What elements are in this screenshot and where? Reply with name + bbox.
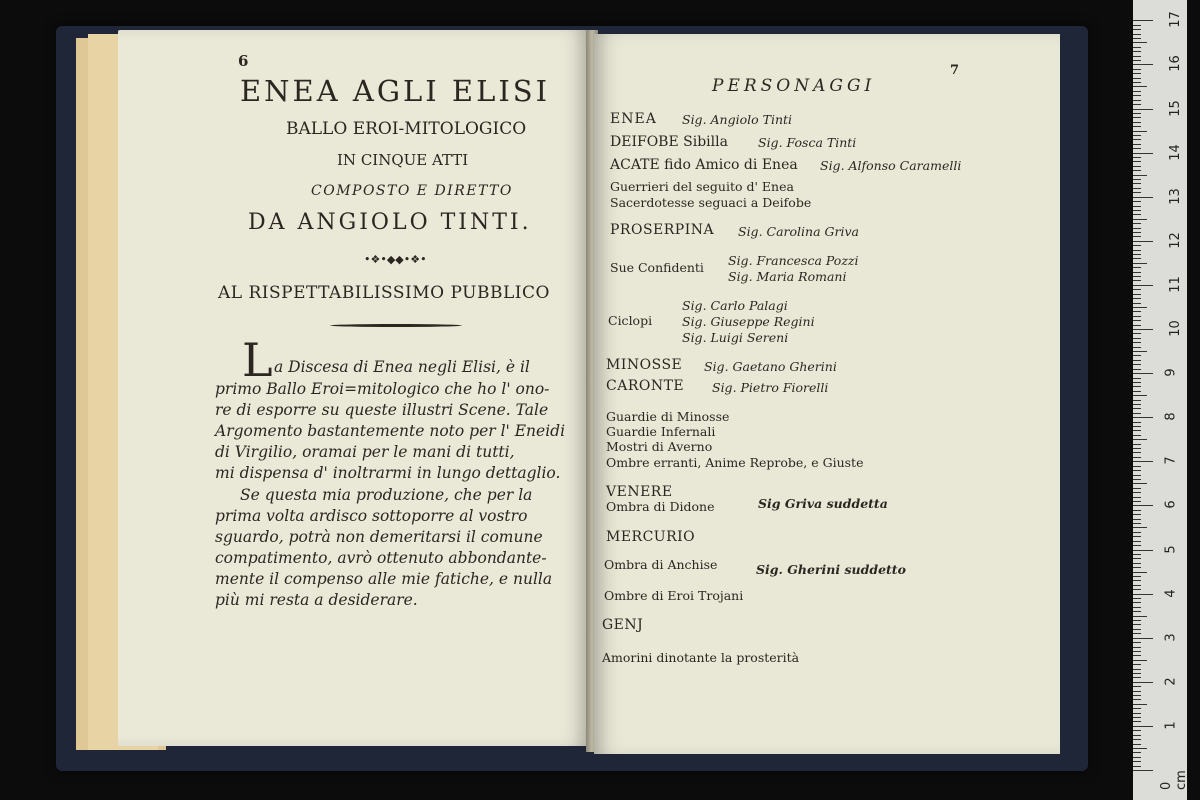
ruler-unit: 0 cm: [1159, 770, 1189, 790]
ruler-number: 11: [1167, 276, 1183, 293]
ruler-tick: [1133, 386, 1141, 387]
ruler-tick: [1133, 461, 1153, 462]
ruler-tick: [1133, 294, 1141, 295]
ruler-tick: [1133, 289, 1141, 290]
ruler-tick: [1133, 38, 1141, 39]
ruler-number: 17: [1167, 11, 1183, 29]
ruler-tick: [1133, 541, 1141, 542]
ruler-number: 16: [1167, 55, 1183, 73]
ruler-tick: [1133, 391, 1141, 392]
ruler-tick: [1133, 695, 1141, 696]
ruler-tick: [1133, 735, 1141, 736]
ruler-tick: [1133, 572, 1147, 573]
ruler-tick: [1133, 109, 1153, 110]
ruler-tick: [1133, 34, 1141, 35]
ruler-tick: [1133, 567, 1141, 568]
ruler-tick: [1133, 497, 1141, 498]
role-group: Guardie Infernali: [606, 424, 716, 439]
ruler-tick: [1133, 139, 1141, 140]
ruler-tick: [1133, 369, 1141, 370]
ruler-tick: [1133, 351, 1147, 352]
ruler-tick: [1133, 91, 1141, 92]
ruler-tick: [1133, 210, 1141, 211]
ruler-tick: [1133, 713, 1141, 714]
ruler-tick: [1133, 170, 1141, 171]
ruler-tick: [1133, 717, 1141, 718]
ruler-tick: [1133, 56, 1141, 57]
ruler-tick: [1133, 86, 1147, 87]
ruler-tick: [1133, 325, 1141, 326]
role-group: Ombra di Anchise: [604, 557, 718, 572]
ruler-tick: [1133, 355, 1141, 356]
ruler-tick: [1133, 721, 1141, 722]
ruler-tick: [1133, 144, 1141, 145]
ruler-tick: [1133, 439, 1147, 440]
ruler-tick: [1133, 624, 1141, 625]
right-page: [594, 34, 1060, 754]
ruler-tick: [1133, 100, 1141, 101]
ruler-number: 6: [1163, 500, 1179, 510]
paragraph-line: mente il compenso alle mie fatiche, e nulla: [215, 570, 553, 588]
ruler-tick: [1133, 616, 1147, 617]
paragraph-line: più mi resta a desiderare.: [215, 591, 418, 609]
ruler-tick: [1133, 576, 1141, 577]
ruler-tick: [1133, 470, 1141, 471]
paragraph-line: a Discesa di Enea negli Elisi, è il: [274, 358, 530, 376]
divider-rule: [330, 324, 462, 327]
ruler-tick: [1133, 148, 1141, 149]
ruler-tick: [1133, 360, 1141, 361]
ruler-number: 15: [1167, 99, 1183, 117]
ruler-tick: [1133, 422, 1141, 423]
role-group: Guardie di Minosse: [606, 409, 730, 424]
ruler-tick: [1133, 585, 1141, 586]
role-group: Amorini dinotante la prosterità: [602, 650, 800, 665]
ruler-tick: [1133, 558, 1141, 559]
ruler-number: 4: [1163, 588, 1179, 598]
role-name: ENEA: [610, 111, 657, 127]
ruler-tick: [1133, 126, 1141, 127]
ruler-tick: [1133, 303, 1141, 304]
paragraph-line: re di esporre su queste illustri Scene. Tale: [215, 401, 549, 419]
ruler-tick: [1133, 739, 1141, 740]
author-line: DA ANGIOLO TINTI.: [248, 210, 532, 235]
ruler-tick: [1133, 347, 1141, 348]
ruler-tick: [1133, 770, 1153, 771]
ruler-tick: [1133, 311, 1141, 312]
ruler-tick: [1133, 554, 1141, 555]
ruler-tick: [1133, 488, 1141, 489]
actor-name: Sig. Francesca Pozzi: [728, 253, 859, 268]
ruler-tick: [1133, 395, 1147, 396]
ruler-tick: [1133, 183, 1141, 184]
actor-name: Sig. Gherini suddetto: [756, 562, 906, 577]
ruler-tick: [1133, 276, 1141, 277]
ruler-tick: [1133, 329, 1153, 330]
role-name: GENJ: [602, 617, 644, 633]
subtitle: BALLO EROI-MITOLOGICO: [286, 119, 527, 139]
ruler-tick: [1133, 669, 1141, 670]
paragraph-line: Se questa mia produzione, che per la: [240, 486, 533, 504]
role-name: MERCURIO: [606, 529, 696, 545]
paragraph-line: compatimento, avrò ottenuto abbondante-: [215, 549, 547, 567]
role-group: Ombre erranti, Anime Reprobe, e Giuste: [606, 455, 864, 470]
ruler-number: 8: [1163, 412, 1179, 421]
ruler-tick: [1133, 638, 1153, 639]
ruler-tick: [1133, 708, 1141, 709]
ruler-number: 12: [1167, 232, 1183, 249]
ruler-tick: [1133, 492, 1141, 493]
ruler-tick: [1133, 307, 1147, 308]
ruler-tick: [1133, 642, 1141, 643]
ruler-tick: [1133, 250, 1141, 251]
ruler-tick: [1133, 457, 1141, 458]
ruler-tick: [1133, 589, 1141, 590]
ruler-tick: [1133, 113, 1141, 114]
ruler-tick: [1133, 655, 1141, 656]
ruler-tick: [1133, 532, 1141, 533]
actor-name: Sig. Carlo Palagi: [682, 298, 788, 313]
actor-name: Sig Griva suddetta: [758, 496, 888, 511]
ruler-tick: [1133, 413, 1141, 414]
ruler-tick: [1133, 563, 1141, 564]
role-group: Sue Confidenti: [610, 260, 704, 275]
ruler-tick: [1133, 161, 1141, 162]
dedication-heading: AL RISPETTABILISSIMO PUBBLICO: [218, 283, 550, 303]
ruler-number: 9: [1163, 368, 1179, 377]
ruler-tick: [1133, 761, 1141, 762]
ruler-tick: [1133, 258, 1141, 259]
ruler-number: 5: [1163, 544, 1179, 554]
page-number: 7: [950, 63, 960, 78]
ruler-tick: [1133, 620, 1141, 621]
ruler-tick: [1133, 316, 1141, 317]
ruler-tick: [1133, 104, 1141, 105]
page-title: ENEA AGLI ELISI: [240, 74, 551, 108]
page-number: 6: [238, 52, 249, 70]
ruler-tick: [1133, 435, 1141, 436]
actor-name: Sig. Maria Romani: [728, 269, 847, 284]
role-name: PROSERPINA: [610, 222, 715, 238]
ruler-tick: [1133, 664, 1141, 665]
role-group: Sacerdotesse seguaci a Deifobe: [610, 195, 812, 210]
paragraph-line: di Virgilio, oramai per le mani di tutti,: [215, 443, 515, 461]
ruler-tick: [1133, 241, 1153, 242]
paragraph-line: mi dispensa d' inoltrarmi in lungo dettaglio.: [215, 464, 561, 482]
role-group: Ombra di Didone: [606, 499, 715, 514]
ruler-tick: [1133, 201, 1141, 202]
ruler-tick: [1133, 197, 1153, 198]
ruler-tick: [1133, 153, 1153, 154]
ruler-tick: [1133, 514, 1141, 515]
role-group: Ombre di Eroi Trojani: [604, 588, 744, 603]
ruler-tick: [1133, 444, 1141, 445]
ruler-tick: [1133, 673, 1141, 674]
ruler-tick: [1133, 42, 1147, 43]
drop-cap: L: [242, 333, 273, 387]
ruler-tick: [1133, 285, 1153, 286]
role-name: VENERE: [606, 484, 673, 500]
measurement-ruler: [1133, 0, 1187, 800]
ruler-tick: [1133, 744, 1141, 745]
ruler-tick: [1133, 232, 1141, 233]
ruler-tick: [1133, 611, 1141, 612]
ruler-tick: [1133, 523, 1141, 524]
personaggi-heading: PERSONAGGI: [712, 76, 876, 96]
ruler-tick: [1133, 510, 1141, 511]
ruler-tick: [1133, 378, 1141, 379]
ruler-tick: [1133, 660, 1147, 661]
ruler-number: 14: [1167, 143, 1183, 161]
ruler-tick: [1133, 501, 1141, 502]
ruler-tick: [1133, 338, 1141, 339]
ornament: •❖•◆◆•❖•: [364, 253, 427, 266]
ruler-tick: [1133, 408, 1141, 409]
ruler-tick: [1133, 629, 1141, 630]
ruler-tick: [1133, 223, 1141, 224]
role-name: DEIFOBE Sibilla: [610, 134, 728, 150]
ruler-tick: [1133, 426, 1141, 427]
ruler-tick: [1133, 404, 1141, 405]
composed-line: COMPOSTO E DIRETTO: [311, 183, 513, 199]
role-group: Guerrieri del seguito d' Enea: [610, 179, 794, 194]
actor-name: Sig. Pietro Fiorelli: [712, 380, 829, 395]
ruler-number: 7: [1163, 456, 1179, 465]
actor-name: Sig. Carolina Griva: [738, 224, 859, 239]
ruler-tick: [1133, 633, 1141, 634]
ruler-tick: [1133, 607, 1141, 608]
ruler-tick: [1133, 60, 1141, 61]
ruler-tick: [1133, 545, 1141, 546]
ruler-tick: [1133, 245, 1141, 246]
actor-name: Sig. Fosca Tinti: [758, 135, 857, 150]
ruler-number: 10: [1167, 320, 1183, 337]
ruler-tick: [1133, 677, 1141, 678]
ruler-tick: [1133, 206, 1141, 207]
role-name: CARONTE: [606, 378, 685, 394]
ruler-tick: [1133, 82, 1141, 83]
ruler-tick: [1133, 51, 1141, 52]
ruler-tick: [1133, 647, 1141, 648]
ruler-tick: [1133, 219, 1147, 220]
ruler-tick: [1133, 417, 1153, 418]
ruler-tick: [1133, 188, 1141, 189]
ruler-tick: [1133, 479, 1141, 480]
ruler-number: 13: [1167, 187, 1183, 205]
actor-name: Sig. Angiolo Tinti: [682, 112, 793, 127]
ruler-tick: [1133, 699, 1141, 700]
ruler-tick: [1133, 602, 1141, 603]
ruler-number: 3: [1163, 633, 1179, 642]
ruler-tick: [1133, 228, 1141, 229]
ruler-tick: [1133, 373, 1153, 374]
ruler-tick: [1133, 157, 1141, 158]
ruler-tick: [1133, 682, 1153, 683]
left-page: [118, 30, 590, 746]
ruler-tick: [1133, 594, 1153, 595]
ruler-tick: [1133, 748, 1147, 749]
ruler-tick: [1133, 333, 1141, 334]
paragraph-line: prima volta ardisco sottoporre al vostro: [215, 507, 528, 525]
ruler-tick: [1133, 135, 1141, 136]
ruler-tick: [1133, 757, 1141, 758]
ruler-number: 1: [1163, 721, 1179, 730]
ruler-tick: [1133, 179, 1141, 180]
ruler-tick: [1133, 452, 1141, 453]
ruler-tick: [1133, 483, 1147, 484]
ruler-tick: [1133, 342, 1141, 343]
ruler-tick: [1133, 730, 1141, 731]
actor-name: Sig. Gaetano Gherini: [704, 359, 837, 374]
ruler-tick: [1133, 752, 1141, 753]
ruler-tick: [1133, 214, 1141, 215]
paragraph-line: sguardo, potrà non demeritarsi il comune: [215, 528, 543, 546]
ruler-tick: [1133, 536, 1141, 537]
ruler-tick: [1133, 726, 1153, 727]
ruler-tick: [1133, 298, 1141, 299]
ruler-tick: [1133, 382, 1141, 383]
ruler-tick: [1133, 430, 1141, 431]
paragraph-line: primo Ballo Eroi=mitologico che ho l' ono-: [215, 380, 550, 398]
ruler-tick: [1133, 166, 1141, 167]
ruler-tick: [1133, 651, 1141, 652]
role-group: Mostri di Averno: [606, 439, 713, 454]
ruler-tick: [1133, 364, 1141, 365]
ruler-tick: [1133, 69, 1141, 70]
role-name: ACATE fido Amico di Enea: [610, 157, 798, 173]
ruler-tick: [1133, 236, 1141, 237]
ruler-tick: [1133, 47, 1141, 48]
acts-line: IN CINQUE ATTI: [337, 151, 469, 169]
ruler-tick: [1133, 29, 1141, 30]
ruler-tick: [1133, 78, 1141, 79]
paragraph-line: Argomento bastantemente noto per l' Eneidi: [215, 422, 566, 440]
role-group: Ciclopi: [608, 313, 653, 328]
ruler-tick: [1133, 475, 1141, 476]
ruler-tick: [1133, 320, 1141, 321]
ruler-tick: [1133, 263, 1147, 264]
ruler-tick: [1133, 117, 1141, 118]
role-name: MINOSSE: [606, 357, 683, 373]
ruler-tick: [1133, 527, 1147, 528]
ruler-tick: [1133, 448, 1141, 449]
ruler-number: 2: [1163, 677, 1179, 686]
ruler-tick: [1133, 466, 1141, 467]
ruler-tick: [1133, 598, 1141, 599]
ruler-tick: [1133, 400, 1141, 401]
ruler-tick: [1133, 192, 1141, 193]
ruler-tick: [1133, 691, 1141, 692]
ruler-tick: [1133, 519, 1141, 520]
ruler-tick: [1133, 280, 1141, 281]
ruler-tick: [1133, 175, 1147, 176]
ruler-tick: [1133, 550, 1153, 551]
ruler-tick: [1133, 505, 1153, 506]
ruler-tick: [1133, 766, 1141, 767]
ruler-tick: [1133, 254, 1141, 255]
ruler-tick: [1133, 131, 1147, 132]
ruler-tick: [1133, 122, 1141, 123]
ruler-tick: [1133, 580, 1141, 581]
ruler-tick: [1133, 25, 1141, 26]
ruler-tick: [1133, 95, 1141, 96]
actor-name: Sig. Luigi Sereni: [682, 330, 789, 345]
actor-name: Sig. Alfonso Caramelli: [820, 158, 962, 173]
ruler-tick: [1133, 704, 1147, 705]
actor-name: Sig. Giuseppe Regini: [682, 314, 815, 329]
ruler-tick: [1133, 20, 1153, 21]
ruler-tick: [1133, 686, 1141, 687]
ruler-tick: [1133, 267, 1141, 268]
ruler-tick: [1133, 64, 1153, 65]
ruler-tick: [1133, 73, 1141, 74]
ruler-tick: [1133, 272, 1141, 273]
